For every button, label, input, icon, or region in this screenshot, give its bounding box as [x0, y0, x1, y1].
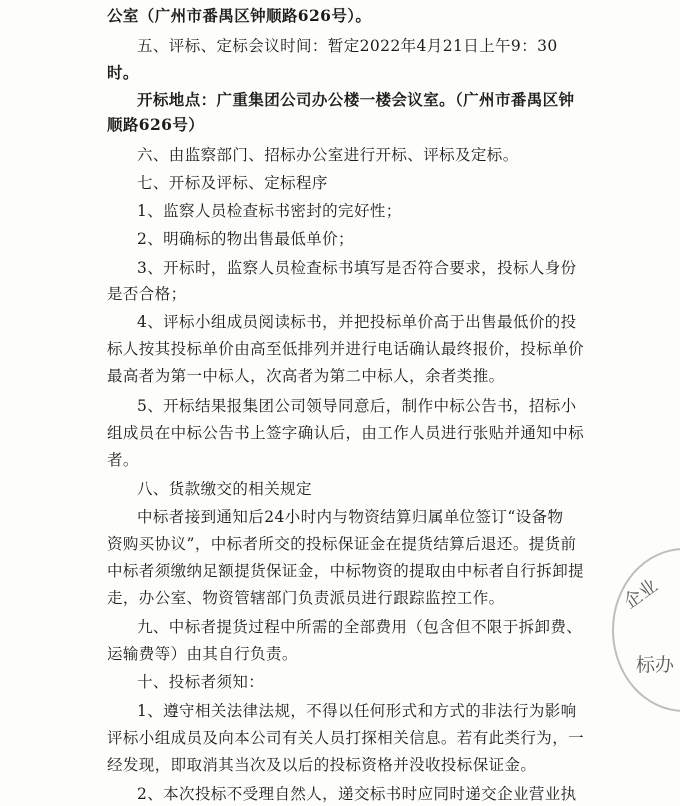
text-line: 五、评标、定标会议时间：暂定2022年4月21日上午9：30: [137, 37, 558, 55]
text-line: 是否合格；: [107, 285, 187, 303]
text-line: 公室（广州市番禺区钟顺路626号）。: [107, 6, 372, 25]
text-line: 运输费等）由其自行负责。: [107, 645, 298, 663]
text-line: 者。: [107, 451, 139, 469]
text-line: 开标地点：广重集团公司办公楼一楼会议室。（广州市番禺区钟: [137, 90, 575, 109]
text-line: 1、遵守相关法律法规，不得以任何形式和方式的非法行为影响: [137, 702, 577, 720]
text-line: 顺路626号）: [107, 115, 205, 134]
text-line: 走，办公室、物资管辖部门负责派员进行跟踪监控工作。: [107, 589, 505, 607]
text-line: 中标者须缴纳足额提货保证金，中标物资的提取由中标者自行拆卸提: [107, 562, 585, 580]
text-line: 最高者为第一中标人，次高者为第二中标人，余者类推。: [107, 367, 505, 385]
text-line: 4、评标小组成员阅读标书，并把投标单价高于出售最低价的投: [137, 313, 577, 331]
text-line: 六、由监察部门、招标办公室进行开标、评标及定标。: [137, 146, 519, 164]
text-line: 5、开标结果报集团公司领导同意后，制作中标公告书，招标小: [137, 397, 577, 415]
text-line: 评标小组成员及向本公司有关人员打探相关信息。若有此类行为，一: [107, 729, 585, 747]
text-line: 2、本次投标不受理自然人，递交标书时应同时递交企业营业执: [137, 785, 577, 803]
text-line: 时。: [107, 63, 139, 82]
text-line: 七、开标及评标、定标程序: [137, 174, 328, 192]
text-line: 九、中标者提货过程中所需的全部费用（包含但不限于拆卸费、: [137, 618, 583, 636]
seal-text-top: 企业: [620, 575, 662, 614]
text-line: 资购买协议”，中标者所交的投标保证金在提货结算后退还。提货前: [107, 535, 577, 553]
text-line: 中标者接到通知后24小时内与物资结算归属单位签订“设备物: [137, 508, 564, 526]
seal-text-bottom: 标办: [636, 654, 675, 676]
text-line: 经发现，即取消其当次及以后的投标资格并没收投标保证金。: [107, 756, 537, 774]
text-line: 3、开标时，监察人员检查标书填写是否符合要求，投标人身份: [137, 259, 577, 277]
text-line: 1、监察人员检查标书密封的完好性；: [137, 202, 402, 220]
text-line: 八、货款缴交的相关规定: [137, 480, 312, 498]
text-line: 标人按其投标单价由高至低排列并进行电话确认最终报价，投标单价: [107, 340, 585, 358]
text-line: 组成员在中标公告书上签字确认后，由工作人员进行张贴并通知中标: [107, 424, 585, 442]
text-line: 十、投标者须知：: [137, 673, 265, 691]
text-line: 2、明确标的物出售最低单价；: [137, 230, 354, 248]
